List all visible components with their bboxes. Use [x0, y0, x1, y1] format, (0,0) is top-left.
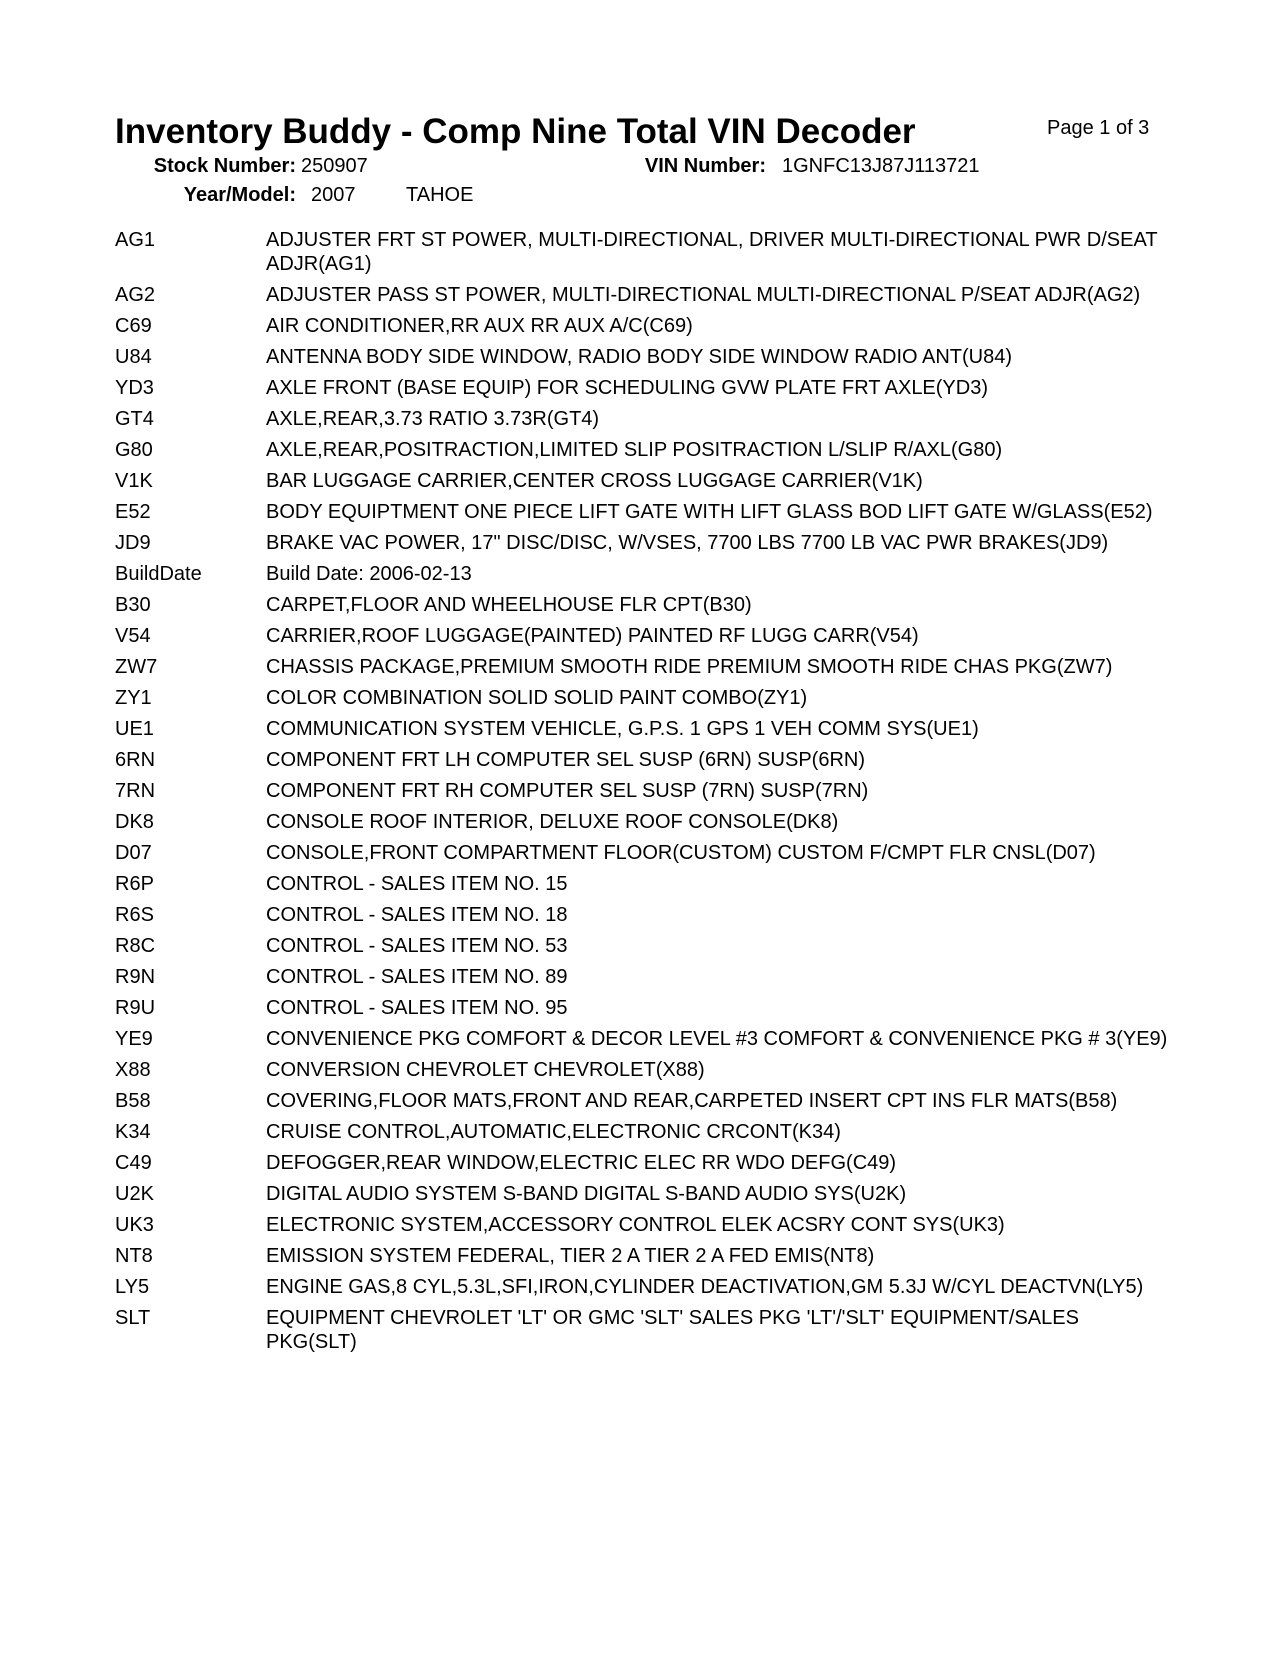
- option-row: [115, 345, 1175, 369]
- option-row: [115, 624, 1175, 648]
- option-code: G80: [115, 439, 153, 461]
- option-description: BRAKE VAC POWER, 17" DISC/DISC, W/VSES, 7700 LBS 7700 LB VAC PWR BRAKES(JD9): [266, 532, 1109, 554]
- option-description: BODY EQUIPTMENT ONE PIECE LIFT GATE WITH LIFT GLASS BOD LIFT GATE W/GLASS(E52): [266, 501, 1153, 523]
- model-value: TAHOE: [406, 184, 474, 206]
- option-code: 6RN: [115, 749, 156, 771]
- option-code: LY5: [115, 1276, 150, 1298]
- option-code: B30: [115, 594, 151, 616]
- option-description: ELECTRONIC SYSTEM,ACCESSORY CONTROL ELEK ACSRY CONT SYS(UK3): [266, 1214, 1005, 1236]
- option-row: [115, 748, 1175, 772]
- option-description: COVERING,FLOOR MATS,FRONT AND REAR,CARPETED INSERT CPT INS FLR MATS(B58): [266, 1090, 1118, 1112]
- option-code: ZW7: [115, 656, 158, 678]
- option-description: CONTROL - SALES ITEM NO. 89: [266, 966, 568, 988]
- option-description: CARRIER,ROOF LUGGAGE(PAINTED) PAINTED RF LUGG CARR(V54): [266, 625, 919, 647]
- option-code: AG1: [115, 229, 156, 251]
- option-row: [115, 228, 1175, 276]
- option-description: COMPONENT FRT LH COMPUTER SEL SUSP (6RN) SUSP(6RN): [266, 749, 865, 771]
- stock-number-value: 250907: [301, 155, 368, 177]
- option-row: [115, 1151, 1175, 1175]
- option-code: DK8: [115, 811, 154, 833]
- document-title: Inventory Buddy - Comp Nine Total VIN Decoder: [115, 112, 916, 151]
- option-description: ADJUSTER FRT ST POWER, MULTI-DIRECTIONAL, DRIVER MULTI-DIRECTIONAL PWR D/SEAT ADJR(AG1): [266, 229, 1158, 275]
- option-row: [115, 469, 1175, 493]
- option-description: BAR LUGGAGE CARRIER,CENTER CROSS LUGGAGE CARRIER(V1K): [266, 470, 923, 492]
- option-description: CONSOLE ROOF INTERIOR, DELUXE ROOF CONSOLE(DK8): [266, 811, 839, 833]
- option-row: [115, 717, 1175, 741]
- option-code: R9N: [115, 966, 156, 988]
- option-description: AXLE,REAR,3.73 RATIO 3.73R(GT4): [266, 408, 600, 430]
- option-code: X88: [115, 1059, 151, 1081]
- option-description: CONVERSION CHEVROLET CHEVROLET(X88): [266, 1059, 705, 1081]
- option-row: [115, 407, 1175, 431]
- option-description: Build Date: 2006-02-13: [266, 563, 472, 585]
- option-code: JD9: [115, 532, 151, 554]
- option-row: [115, 376, 1175, 400]
- option-code: E52: [115, 501, 151, 523]
- option-description: AXLE FRONT (BASE EQUIP) FOR SCHEDULING GVW PLATE FRT AXLE(YD3): [266, 377, 989, 399]
- option-code: V1K: [115, 470, 153, 492]
- option-code: AG2: [115, 284, 156, 306]
- option-description: CONTROL - SALES ITEM NO. 53: [266, 935, 568, 957]
- option-code: BuildDate: [115, 563, 202, 585]
- option-code: B58: [115, 1090, 151, 1112]
- option-description: CONTROL - SALES ITEM NO. 18: [266, 904, 568, 926]
- year-value: 2007: [311, 184, 356, 206]
- option-code: K34: [115, 1121, 151, 1143]
- option-code: NT8: [115, 1245, 153, 1267]
- option-row: [115, 283, 1175, 307]
- option-description: ANTENNA BODY SIDE WINDOW, RADIO BODY SIDE WINDOW RADIO ANT(U84): [266, 346, 1013, 368]
- option-row: [115, 996, 1175, 1020]
- option-description: COMPONENT FRT RH COMPUTER SEL SUSP (7RN) SUSP(7RN): [266, 780, 869, 802]
- option-row: [115, 934, 1175, 958]
- option-row: [115, 1182, 1175, 1206]
- option-code: R6P: [115, 873, 154, 895]
- option-code: SLT: [115, 1307, 151, 1329]
- option-row: [115, 1306, 1175, 1354]
- option-description: AIR CONDITIONER,RR AUX RR AUX A/C(C69): [266, 315, 693, 337]
- option-code: UE1: [115, 718, 154, 740]
- option-code: V54: [115, 625, 151, 647]
- option-description: COLOR COMBINATION SOLID SOLID PAINT COMBO(ZY1): [266, 687, 808, 709]
- option-description: CONVENIENCE PKG COMFORT & DECOR LEVEL #3 COMFORT & CONVENIENCE PKG # 3(YE9): [266, 1028, 1168, 1050]
- page-number: Page 1 of 3: [1047, 117, 1150, 139]
- option-description: CONTROL - SALES ITEM NO. 15: [266, 873, 568, 895]
- option-code: UK3: [115, 1214, 154, 1236]
- option-row: [115, 438, 1175, 462]
- option-description: CONTROL - SALES ITEM NO. 95: [266, 997, 568, 1019]
- vin-number-label: VIN Number:: [644, 155, 766, 177]
- option-code: ZY1: [115, 687, 152, 709]
- option-description: CRUISE CONTROL,AUTOMATIC,ELECTRONIC CRCONT(K34): [266, 1121, 841, 1143]
- option-description: ADJUSTER PASS ST POWER, MULTI-DIRECTIONAL MULTI-DIRECTIONAL P/SEAT ADJR(AG2): [266, 284, 1141, 306]
- option-row: [115, 1027, 1175, 1051]
- option-row: [115, 655, 1175, 679]
- option-row: [115, 1089, 1175, 1113]
- option-row: [115, 686, 1175, 710]
- option-description: AXLE,REAR,POSITRACTION,LIMITED SLIP POSITRACTION L/SLIP R/AXL(G80): [266, 439, 1003, 461]
- option-code: D07: [115, 842, 152, 864]
- option-row: [115, 1058, 1175, 1082]
- option-row: [115, 1244, 1175, 1268]
- option-row: [115, 562, 1175, 586]
- option-row: [115, 314, 1175, 338]
- option-description: CARPET,FLOOR AND WHEELHOUSE FLR CPT(B30): [266, 594, 752, 616]
- option-code: C49: [115, 1152, 152, 1174]
- option-code: R8C: [115, 935, 156, 957]
- option-row: [115, 1120, 1175, 1144]
- option-row: [115, 779, 1175, 803]
- option-row: [115, 841, 1175, 865]
- option-code-list: [115, 228, 1175, 1361]
- option-description: EMISSION SYSTEM FEDERAL, TIER 2 A TIER 2 A FED EMIS(NT8): [266, 1245, 875, 1267]
- option-description: CONSOLE,FRONT COMPARTMENT FLOOR(CUSTOM) CUSTOM F/CMPT FLR CNSL(D07): [266, 842, 1096, 864]
- option-description: COMMUNICATION SYSTEM VEHICLE, G.P.S. 1 GPS 1 VEH COMM SYS(UE1): [266, 718, 979, 740]
- option-code: YD3: [115, 377, 154, 399]
- option-code: GT4: [115, 408, 154, 430]
- option-code: R6S: [115, 904, 154, 926]
- option-code: U84: [115, 346, 152, 368]
- option-description: DIGITAL AUDIO SYSTEM S-BAND DIGITAL S-BAND AUDIO SYS(U2K): [266, 1183, 907, 1205]
- option-row: [115, 1213, 1175, 1237]
- year-model-label: Year/Model:: [183, 184, 296, 206]
- option-code: C69: [115, 315, 152, 337]
- vin-number-value: 1GNFC13J87J113721: [782, 155, 980, 177]
- stock-number-label: Stock Number:: [153, 155, 296, 177]
- option-description: ENGINE GAS,8 CYL,5.3L,SFI,IRON,CYLINDER DEACTIVATION,GM 5.3J W/CYL DEACTVN(LY5): [266, 1276, 1144, 1298]
- option-description: CHASSIS PACKAGE,PREMIUM SMOOTH RIDE PREMIUM SMOOTH RIDE CHAS PKG(ZW7): [266, 656, 1113, 678]
- option-description: EQUIPMENT CHEVROLET 'LT' OR GMC 'SLT' SALES PKG 'LT'/'SLT' EQUIPMENT/SALES PKG(SLT): [266, 1307, 1079, 1353]
- option-row: [115, 810, 1175, 834]
- option-code: R9U: [115, 997, 156, 1019]
- option-description: DEFOGGER,REAR WINDOW,ELECTRIC ELEC RR WDO DEFG(C49): [266, 1152, 897, 1174]
- option-code: 7RN: [115, 780, 156, 802]
- option-row: [115, 593, 1175, 617]
- option-row: [115, 903, 1175, 927]
- option-code: YE9: [115, 1028, 153, 1050]
- option-row: [115, 872, 1175, 896]
- option-row: [115, 531, 1175, 555]
- option-row: [115, 1275, 1175, 1299]
- option-row: [115, 965, 1175, 989]
- option-row: [115, 500, 1175, 524]
- option-code: U2K: [115, 1183, 154, 1205]
